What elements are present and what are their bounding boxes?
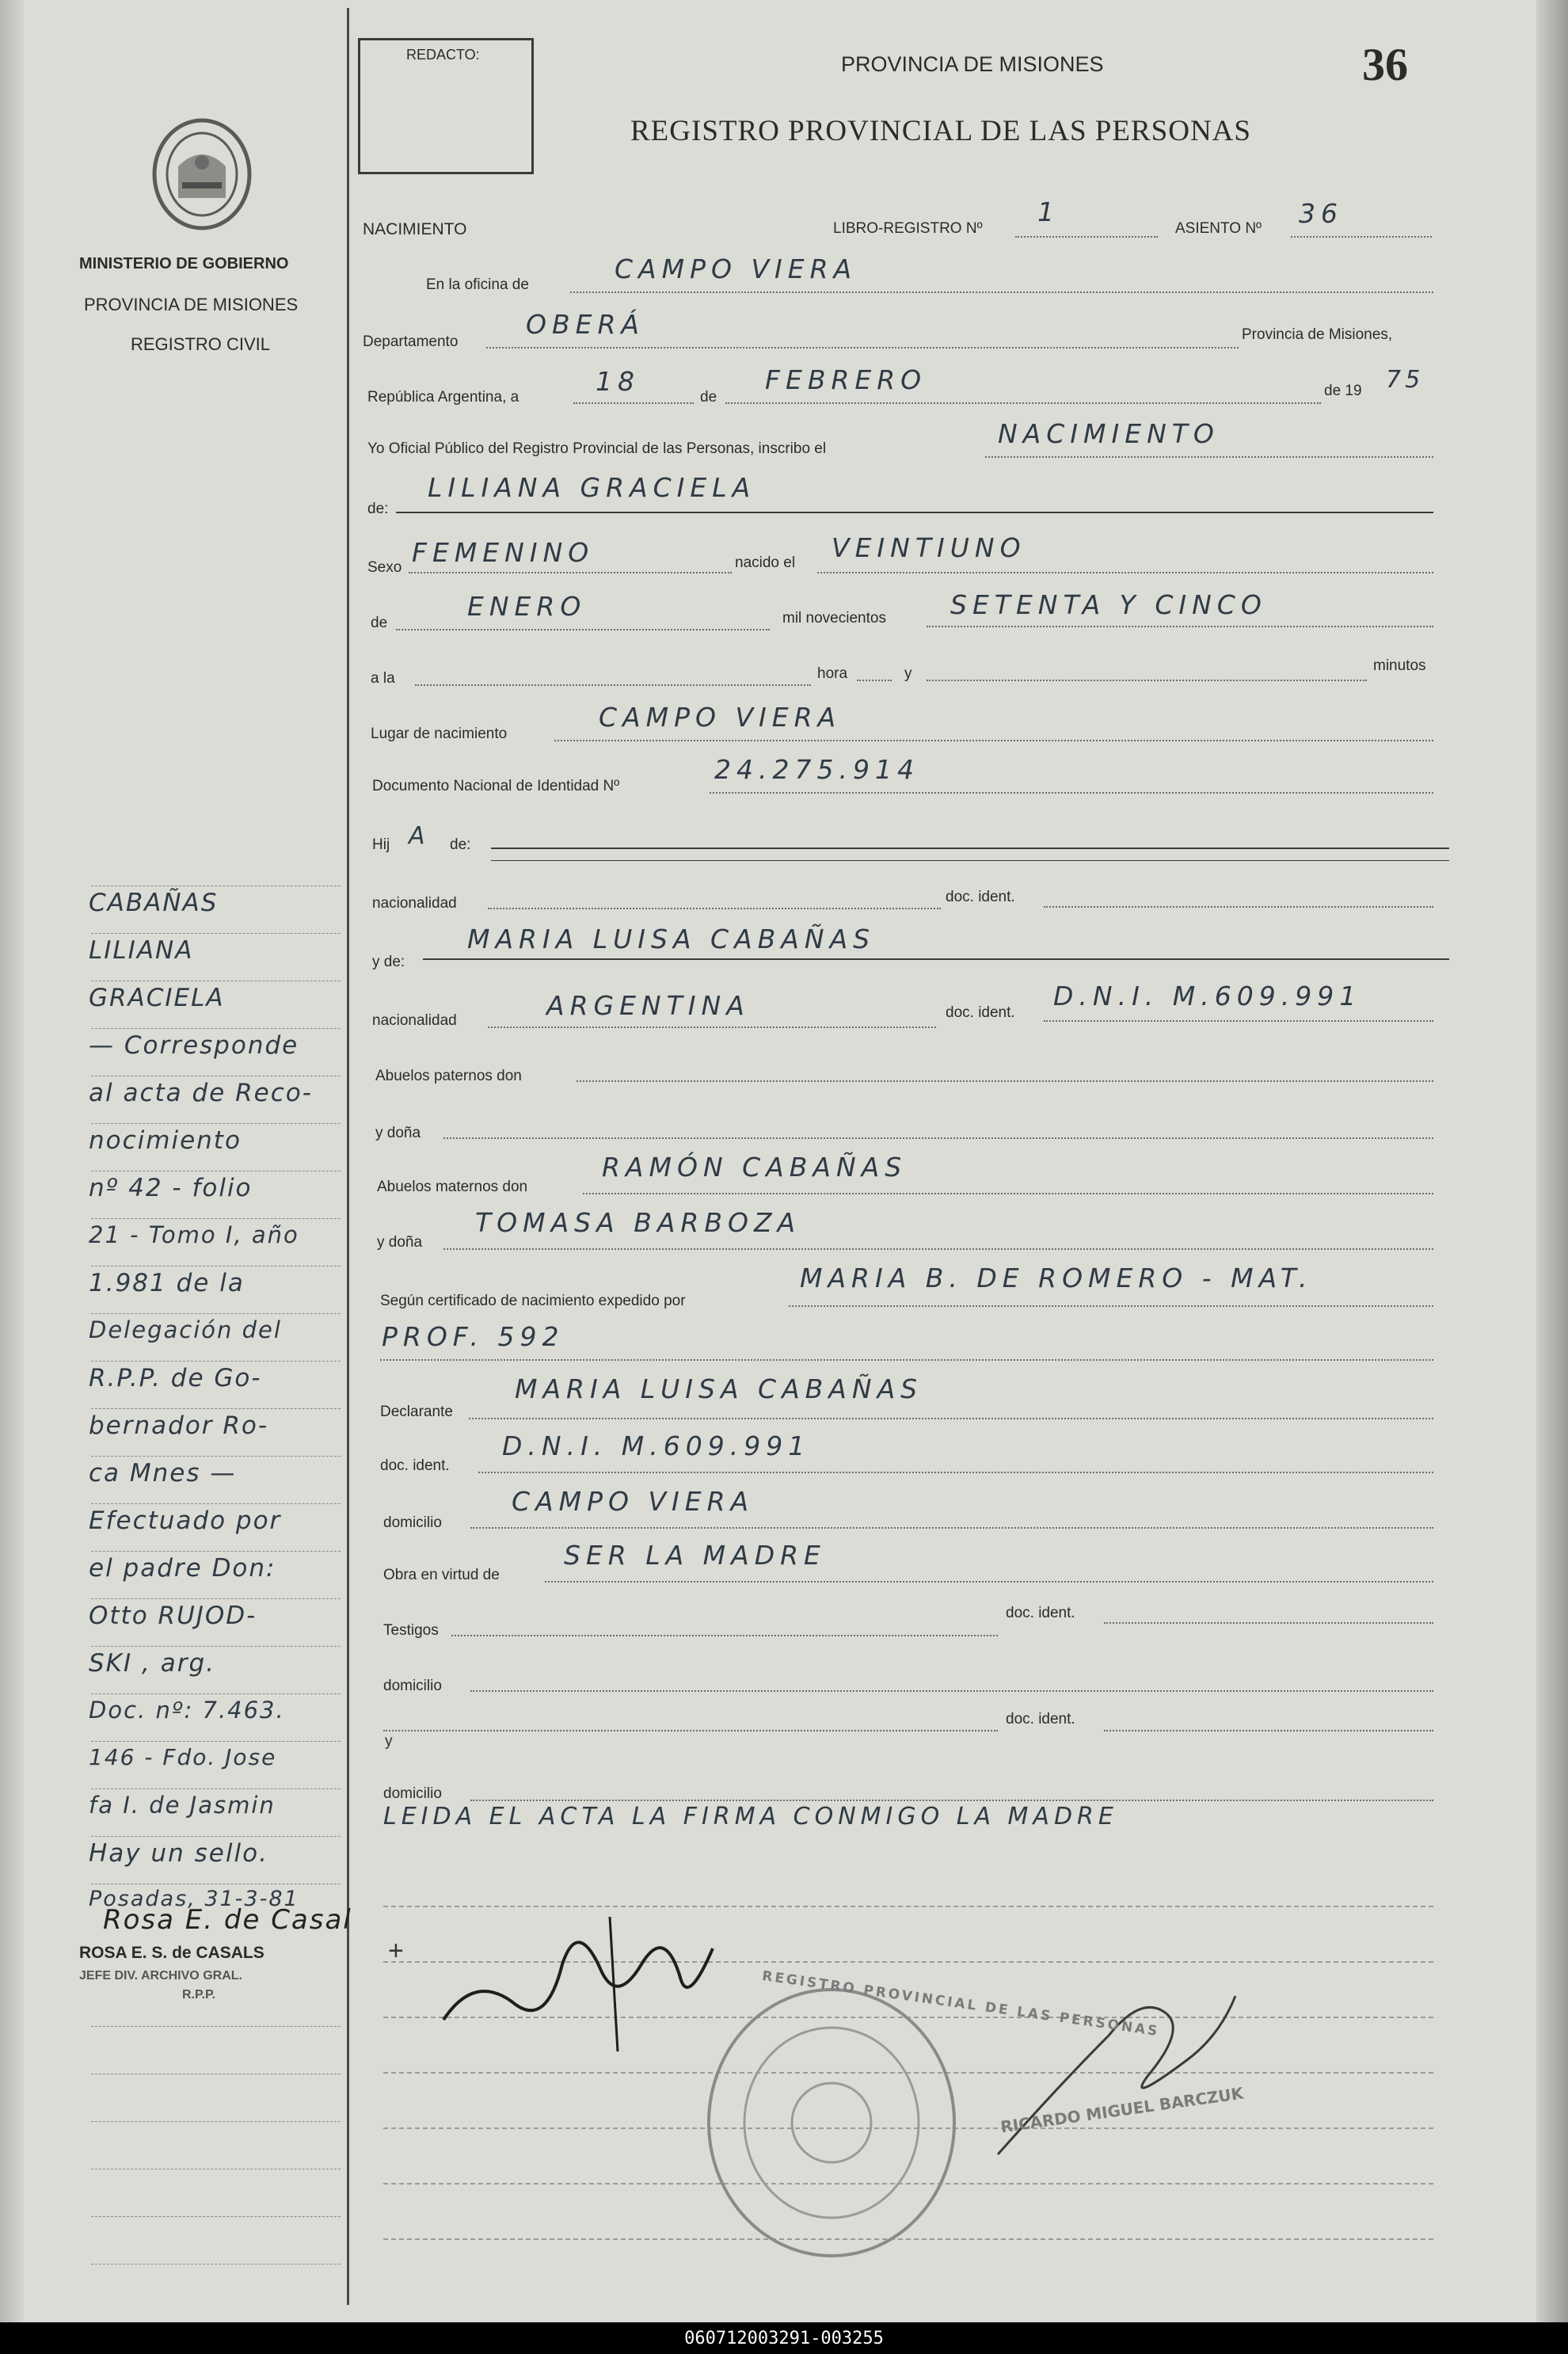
testigo2-line [383,1730,998,1731]
obra-line [545,1581,1433,1583]
nacionalidad-label: nacionalidad [372,895,457,912]
padre-line-2 [491,860,1449,861]
abuelos-mat-label: Abuelos maternos don [377,1179,528,1195]
ministry-line1: MINISTERIO DE GOBIERNO [79,255,289,272]
nacido-label: nacido el [735,554,796,571]
departamento-line [486,347,1239,349]
sexo-value: FEMENINO [412,537,595,568]
de19-label: de 19 [1324,383,1362,399]
lugar-line [554,740,1433,741]
margin-signature: Rosa E. de Casal [103,1904,352,1936]
y2-label: y [385,1733,393,1750]
obra-label: Obra en virtud de [383,1567,500,1583]
hora-line [857,680,892,681]
declarante-line [469,1418,1433,1419]
margin-line [91,1693,341,1694]
docident2-line [1044,1020,1433,1022]
dni-label: Documento Nacional de Identidad Nº [372,778,620,794]
nacionalidad-line [488,908,941,909]
margin-note-line: Hay un sello. [89,1839,268,1868]
image-id: 060712003291-003255 [684,2328,884,2348]
declarante-label: Declarante [380,1404,453,1420]
docident5-label: doc. ident. [1006,1711,1075,1727]
padre-line [491,848,1449,849]
margin-line [91,1788,341,1789]
y-label: y [904,665,912,682]
abuela-mat-value: TOMASA BARBOZA [475,1207,801,1238]
margin-note-line: R.P.P. de Go- [89,1364,262,1392]
margin-note-line: al acta de Reco- [89,1079,313,1107]
departamento-label: Departamento [363,333,459,350]
leida-value: LEIDA EL ACTA LA FIRMA CONMIGO LA MADRE [383,1803,1118,1830]
margin-note-line: el padre Don: [89,1554,276,1583]
abuelos-mat-line [583,1193,1433,1194]
dia-value: 18 [596,366,640,397]
abuelos-pat-line [577,1080,1433,1082]
margin-line [91,1741,341,1742]
page-number: 36 [1362,39,1408,90]
margin-note-line: nocimiento [89,1126,242,1155]
official-name-stamp: RICARDO MIGUEL BARCZUK [999,2083,1245,2137]
margin-line [91,1028,341,1029]
docident-line [1044,906,1433,908]
departamento-value: OBERÁ [526,309,645,340]
header-provincia: PROVINCIA DE MISIONES [841,52,1104,76]
obra-value: SER LA MADRE [564,1540,826,1571]
ala-line [415,684,811,686]
docident3-line [478,1472,1433,1473]
round-stamp-text: REGISTRO PROVINCIAL DE LAS PERSONAS [761,1967,1161,2040]
asiento-line [1291,236,1432,238]
domicilio2-label: domicilio [383,1678,442,1694]
mil-label: mil novecientos [782,610,886,627]
docident2-label: doc. ident. [946,1004,1015,1021]
abuela-mat-line [443,1248,1433,1250]
column-divider [347,8,349,2305]
signer-title: JEFE DIV. ARCHIVO GRAL. [79,1969,242,1983]
mes-line [725,402,1321,404]
abuelos-pat-label: Abuelos paternos don [375,1068,522,1084]
oficial-value: NACIMIENTO [998,418,1220,449]
margin-note-line: 146 - Fdo. Jose [89,1744,277,1770]
hijo-label: Hij [372,836,390,853]
official-signature-icon [982,1964,1251,2170]
madre-line [423,958,1449,960]
testigos-label: Testigos [383,1622,439,1639]
margin-line [91,1313,341,1314]
certificado-value2: PROF. 592 [382,1321,565,1352]
registry-round-stamp-icon [697,1980,966,2265]
nacido-line [817,572,1433,573]
nacionalidad2-line [488,1027,936,1028]
declarante-value: MARIA LUISA CABAÑAS [515,1373,923,1404]
docident5-line [1104,1730,1433,1731]
margin-line [91,2216,341,2217]
domicilio-label: domicilio [383,1514,442,1531]
lugar-label: Lugar de nacimiento [371,726,508,742]
cross-mark: + [388,1936,404,1966]
signer-dept: R.P.P. [182,1988,216,2002]
margin-note-line: fa I. de Jasmin [89,1792,276,1819]
docident4-line [1104,1622,1433,1624]
oficial-line [985,456,1433,458]
redacto-box [358,38,534,174]
margin-line [91,1266,341,1267]
nacionalidad2-label: nacionalidad [372,1012,457,1029]
hijo-suffix: A [409,822,429,850]
hora-label: hora [817,665,848,682]
dni-value: 24.275.914 [714,754,919,785]
nacimiento-label: NACIMIENTO [363,220,467,238]
domicilio3-line [470,1800,1433,1801]
certificado-line [789,1305,1433,1307]
certificado-label: Según certificado de nacimiento expedido por [380,1293,686,1309]
margin-note-line: ca Mnes — [89,1459,237,1487]
image-id-footer [0,2322,1568,2354]
margin-line [91,1218,341,1219]
sexo-label: Sexo [367,559,402,576]
asiento-value: 36 [1299,198,1343,229]
domicilio2-line [470,1690,1433,1692]
testigos-line [451,1635,998,1636]
docident4-label: doc. ident. [1006,1605,1075,1621]
margin-line [91,1551,341,1552]
margin-note-line: Otto RUJOD- [89,1602,257,1630]
province-emblem-icon [143,111,261,238]
lugar-value: CAMPO VIERA [599,702,842,733]
margin-line [91,1361,341,1362]
ministry-line3: REGISTRO CIVIL [131,334,271,354]
anio-value: 75 [1386,366,1425,394]
republica-label: República Argentina, a [367,389,519,406]
registry-title: REGISTRO PROVINCIAL DE LAS PERSONAS [630,115,1251,147]
docident-label: doc. ident. [946,889,1015,905]
margin-note-line: SKI , arg. [89,1649,215,1678]
margin-note-line: bernador Ro- [89,1411,269,1440]
yde-label: y de: [372,954,405,970]
signer-name: ROSA E. S. de CASALS [79,1944,265,1962]
mil-value: SETENTA Y CINCO [950,589,1267,620]
margin-note-line: — Corresponde [89,1031,299,1060]
abuela-pat-line [443,1137,1433,1139]
page-edge [1536,0,1568,2322]
de2-value: ENERO [467,591,587,622]
dia-line [573,402,694,404]
mes-value: FEBRERO [765,364,927,395]
margin-line [91,1123,341,1124]
margin-line [91,1456,341,1457]
margin-line [91,1646,341,1647]
libro-line [1015,236,1158,238]
docident3-label: doc. ident. [380,1457,450,1474]
margin-note-line: nº 42 - folio [89,1174,253,1202]
margin-note-line: Doc. nº: 7.463. [89,1697,285,1724]
margin-note-line: 1.981 de la [89,1269,245,1297]
ydona2-label: y doña [377,1234,423,1251]
abuelo-mat-value: RAMÓN CABAÑAS [602,1152,908,1183]
nombre-line [396,512,1433,513]
sexo-line [409,572,732,573]
de-label: de [700,389,717,406]
docident3-value: D.N.I. M.609.991 [502,1430,811,1461]
ydona-label: y doña [375,1125,421,1141]
de2-label: de [371,615,388,631]
margin-line [91,2121,341,2122]
margin-line [91,1408,341,1409]
hijo-de-label: de: [450,836,471,853]
margin-note-line: LILIANA [89,936,194,965]
domicilio-line [470,1527,1433,1529]
margin-line [91,1503,341,1504]
ala-label: a la [371,670,395,687]
nacionalidad2-value: ARGENTINA [546,990,750,1021]
margin-line [91,1836,341,1837]
margin-line [91,933,341,934]
margin-note-line: 21 - Tomo I, año [89,1221,299,1248]
provincia-label: Provincia de Misiones, [1242,326,1393,343]
dni-line [710,792,1433,794]
redacto-label: REDACTO: [406,47,480,63]
oficial-label: Yo Oficial Público del Registro Provincial de las Personas, inscribo el [367,440,827,457]
nombre-value: LILIANA GRACIELA [428,472,756,503]
madre-value: MARIA LUISA CABAÑAS [467,924,876,954]
margin-line [91,2026,341,2027]
margin-note-line: CABAÑAS [89,889,219,917]
oficina-line [570,291,1433,293]
docident2-value: D.N.I. M.609.991 [1053,981,1362,1011]
margin-line [91,1598,341,1599]
libro-value: 1 [1037,196,1060,227]
domicilio3-label: domicilio [383,1785,442,1802]
de2-line [396,629,770,630]
asiento-label: ASIENTO Nº [1175,220,1262,237]
mil-line [927,626,1433,627]
domicilio-value: CAMPO VIERA [512,1486,755,1517]
nacido-value: VEINTIUNO [832,532,1026,563]
minutos-label: minutos [1373,657,1426,674]
oficina-label: En la oficina de [426,276,529,293]
libro-label: LIBRO-REGISTRO Nº [833,220,983,237]
nombre-label: de: [367,501,389,517]
minutos-line [927,680,1367,681]
margin-note-line: Posadas, 31-3-81 [89,1887,299,1911]
ministry-line2: PROVINCIA DE MISIONES [84,295,299,314]
page-binding [0,0,24,2322]
certificado-line2 [380,1359,1433,1361]
certificado-value: MARIA B. DE ROMERO - MAT. [800,1263,1313,1293]
margin-note-line: Delegación del [89,1316,282,1343]
oficina-value: CAMPO VIERA [615,253,858,284]
margin-note-line: GRACIELA [89,984,225,1012]
margin-note-line: Efectuado por [89,1506,282,1535]
